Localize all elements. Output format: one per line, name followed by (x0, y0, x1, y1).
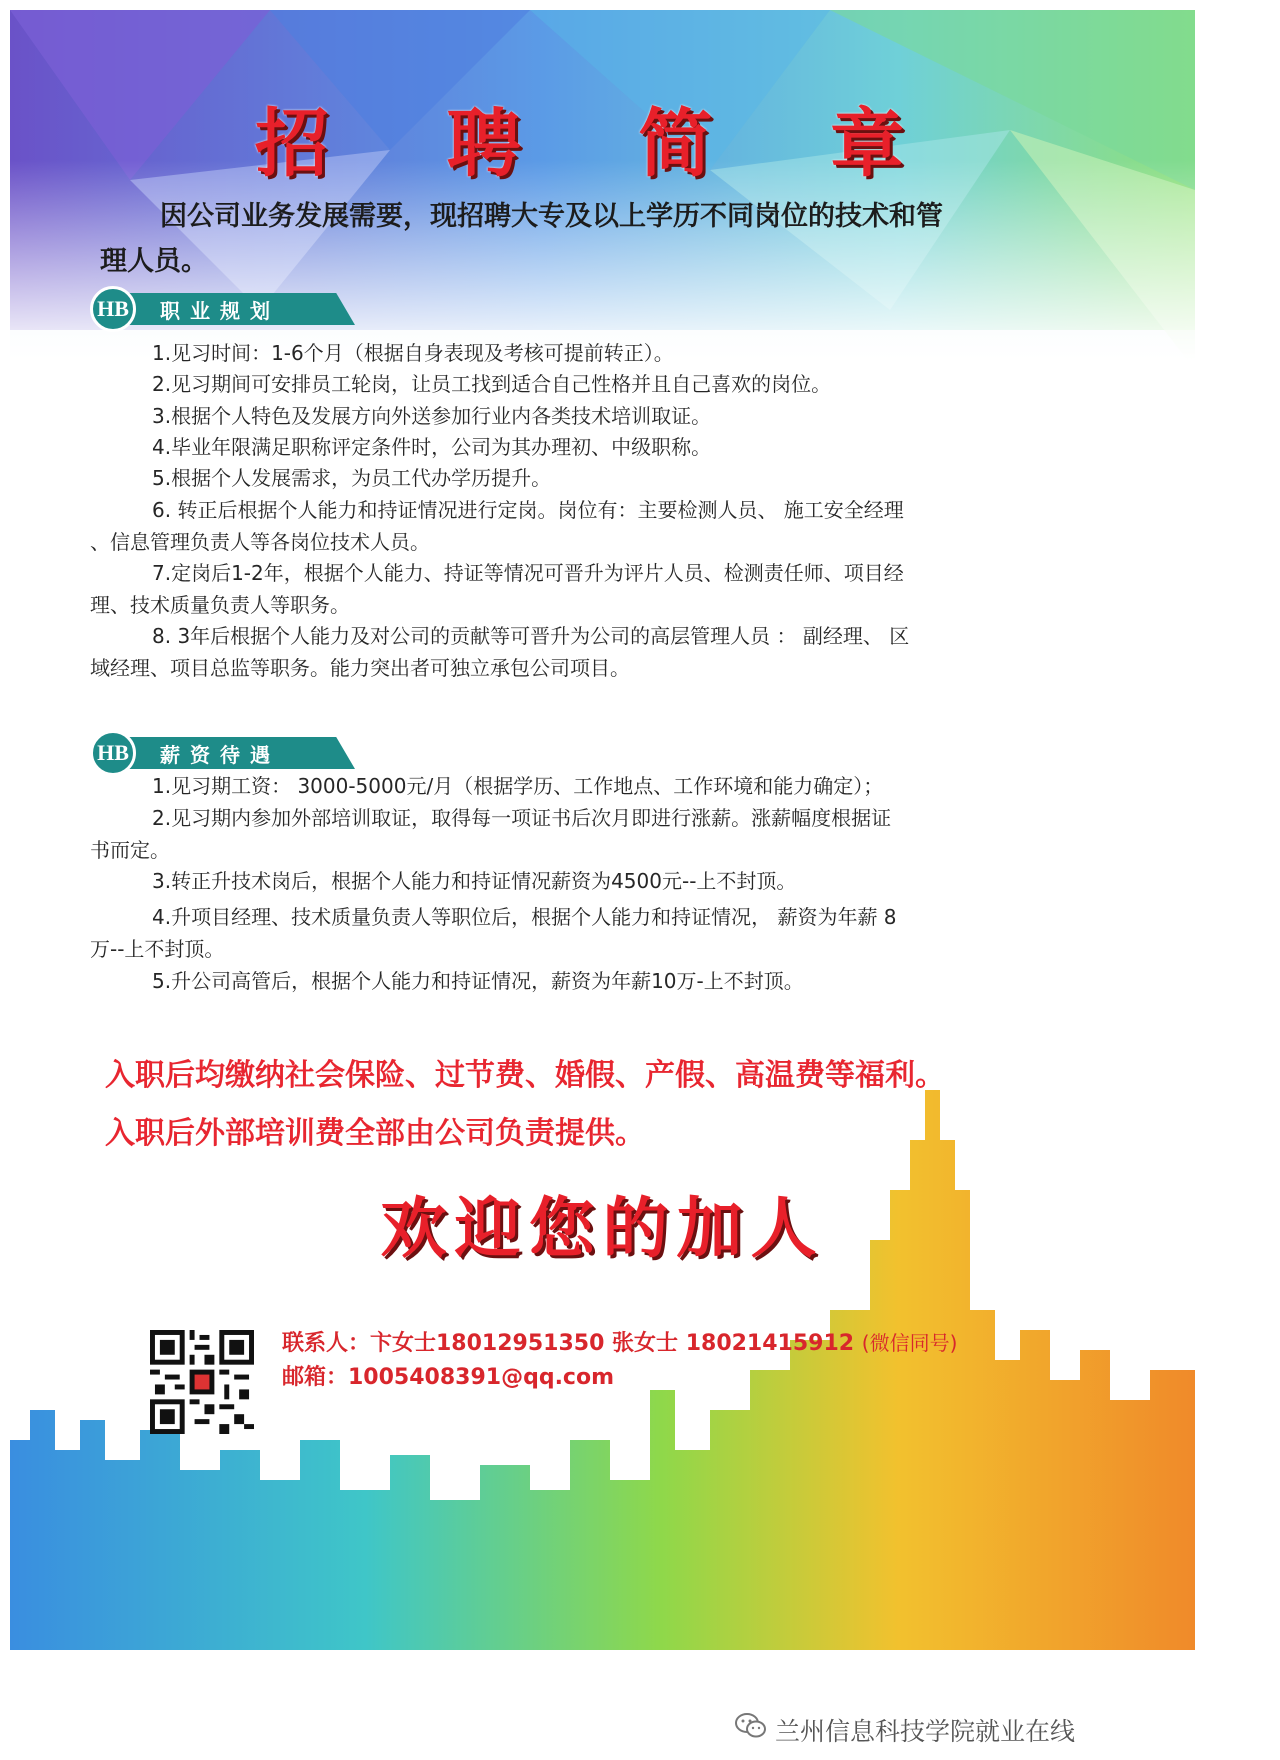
recruitment-poster (10, 10, 1195, 1710)
wechat-icon (735, 1712, 767, 1740)
intro-text-line2: 理人员。 (100, 246, 208, 277)
career-heading: 职业规划 (160, 299, 280, 323)
career-item-text: 4.毕业年限满足职称评定条件时，公司为其办理初、中级职称。 (152, 435, 712, 459)
career-item-continuation: 、信息管理负责人等各岗位技术人员。 (90, 530, 430, 554)
benefit-text-insurance: 入职后均缴纳社会保险、过节费、婚假、产假、高温费等福利。 (105, 1058, 945, 1093)
career-item-text: 3.根据个人特色及发展方向外送参加行业内各类技术培训取证。 (152, 404, 712, 428)
career-item (90, 557, 1090, 621)
salary-item-continuation: 万--上不封顶。 (90, 937, 225, 961)
career-item-continuation: 理、技术质量负责人等职务。 (90, 593, 350, 617)
contact-persons: 联系人：卞女士18012951350 张女士 18021415912 (282, 1331, 855, 1356)
salary-item-text: 5.升公司高管后，根据个人能力和持证情况，薪资为年薪10万-上不封顶。 (152, 969, 804, 993)
intro-text-line1: 因公司业务发展需要，现招聘大专及以上学历不同岗位的技术和管 (160, 201, 943, 232)
salary-item-text: 1.见习期工资： 3000-5000元/月（根据学历、工作地点、工作环境和能力确定）； (152, 774, 884, 798)
career-item (90, 620, 1090, 684)
salary-item (90, 770, 1090, 802)
career-item (90, 462, 1090, 494)
salary-item (90, 901, 1090, 965)
salary-item (90, 802, 1090, 866)
career-item-text: 1.见习时间：1-6个月（根据自身表现及考核可提前转正）。 (152, 341, 674, 365)
salary-heading: 薪资待遇 (160, 743, 280, 767)
career-item-text: 8. 3年后根据个人能力及对公司的贡献等可晋升为公司的高层管理人员 ： 副经理、 区 (152, 624, 910, 648)
career-item-text: 7.定岗后1-2年，根据个人能力、持证等情况可晋升为评片人员、检测责任师、项目经 (152, 561, 904, 585)
career-section-header (90, 286, 360, 332)
career-item-text: 6. 转正后根据个人能力和持证情况进行定岗。岗位有：主要检测人员、 施工安全经理 (152, 498, 904, 522)
career-item (90, 494, 1090, 558)
benefit-text-training: 入职后外部培训费全部由公司负责提供。 (105, 1116, 645, 1151)
salary-item-text: 2.见习期内参加外部培训取证，取得每一项证书后次月即进行涨薪。涨薪幅度根据证 (152, 806, 892, 830)
hb-logo-icon: HB (90, 286, 136, 332)
wechat-note: (微信同号) (861, 1331, 958, 1355)
hb-logo-icon: HB (90, 730, 136, 776)
salary-item-continuation: 书而定。 (90, 838, 170, 862)
salary-item-text: 4.升项目经理、技术质量负责人等职位后，根据个人能力和持证情况， 薪资为年薪 8 (152, 905, 897, 929)
poster-title: 招 聘 简 章 (254, 101, 951, 187)
career-item-text: 5.根据个人发展需求，为员工代办学历提升。 (152, 466, 552, 490)
contact-email: 邮箱：1005408391@qq.com (282, 1365, 615, 1390)
career-item (90, 431, 1090, 463)
salary-item-text: 3.转正升技术岗后，根据个人能力和持证情况薪资为4500元--上不封顶。 (152, 869, 797, 893)
career-item-text: 2.见习期间可安排员工轮岗，让员工找到适合自己性格并且自己喜欢的岗位。 (152, 372, 832, 396)
career-item (90, 368, 1090, 400)
welcome-slogan: 欢迎您的加人 (380, 1190, 825, 1267)
qr-code-icon (150, 1330, 254, 1434)
career-item-continuation: 域经理、项目总监等职务。能力突出者可独立承包公司项目。 (90, 656, 630, 680)
contact-phones (282, 1326, 957, 1357)
career-item (90, 337, 1090, 369)
footer-watermark: 兰州信息科技学院就业在线 (775, 1717, 1076, 1746)
salary-item (90, 865, 1090, 897)
career-item (90, 400, 1090, 432)
salary-item (90, 965, 1090, 997)
